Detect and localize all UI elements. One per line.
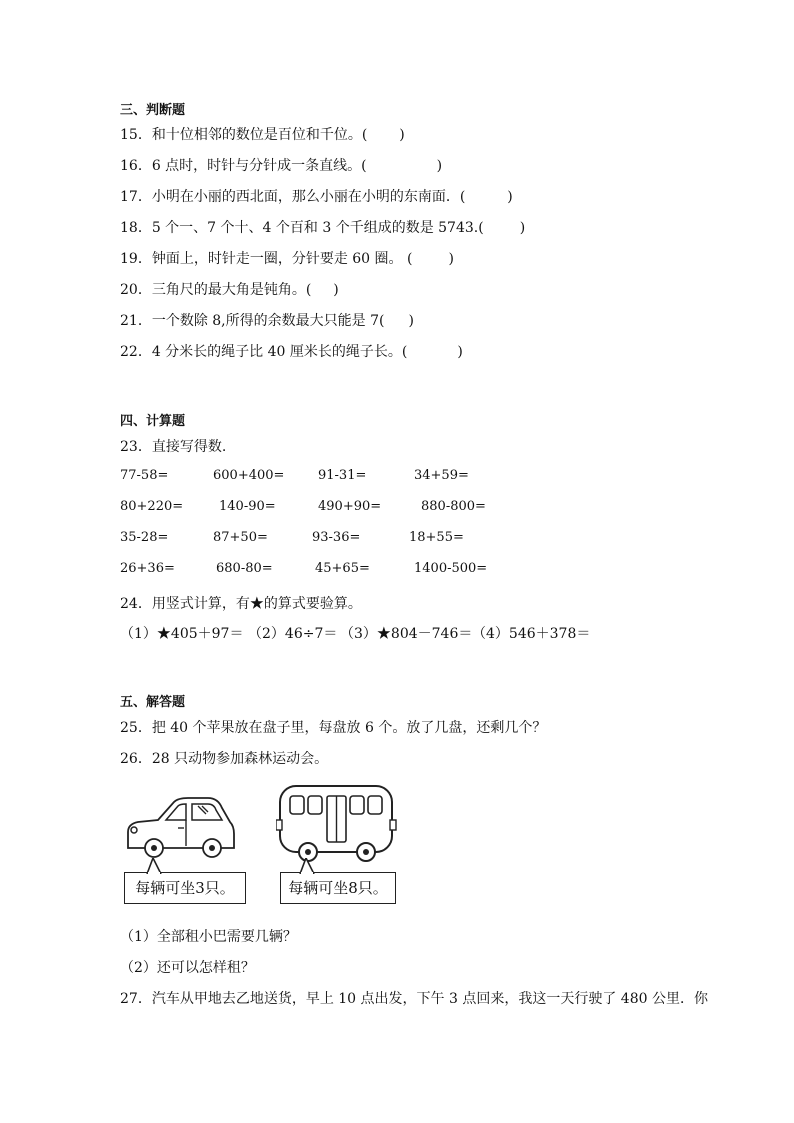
calc-cell: 91-31= [318, 468, 367, 483]
car-illustration [122, 790, 240, 870]
calc-cell: 880-800= [421, 499, 486, 514]
answer-bracket-close: ) [507, 189, 513, 205]
calc-cell: 600+400= [213, 468, 285, 483]
section-heading-solve: 五、解答题 [120, 695, 186, 710]
bus-capacity-bubble: 每辆可坐8只。 [280, 872, 396, 904]
q24-item-4: （4）546＋378＝ [472, 626, 591, 642]
q24-item-2: （2）46÷7＝ [248, 626, 338, 642]
answer-bracket-close: ) [519, 220, 526, 236]
question-16 [120, 155, 442, 175]
calc-cell: 18+55= [409, 530, 464, 545]
calc-cell: 87+50= [213, 530, 268, 545]
answer-bracket-close: ) [436, 158, 443, 174]
question-20 [120, 279, 339, 299]
q24-item-1: （1）★405＋97＝ [120, 626, 244, 642]
calc-cell: 80+220= [120, 499, 184, 514]
answer-bracket-close: ) [399, 127, 405, 143]
section-heading-judge: 三、判断题 [120, 103, 186, 118]
calc-cell: 26+36= [120, 561, 175, 576]
calc-cell: 45+65= [315, 561, 370, 576]
answer-bracket-close: ) [408, 313, 414, 329]
question-27: 27．汽车从甲地去乙地送货，早上 10 点出发，下午 3 点回来，我这一天行驶了 480 公里．你 [120, 991, 708, 1007]
answer-bracket-close: ) [448, 251, 454, 267]
question-24: 24．用竖式计算，有★的算式要验算。 [120, 596, 362, 612]
question-15 [120, 124, 405, 144]
car-capacity-bubble: 每辆可坐3只。 [124, 872, 246, 904]
answer-bracket-close: ) [457, 344, 463, 360]
bus-bubble-tail [298, 858, 318, 874]
q24-item-3: （3）★804－746＝ [340, 626, 473, 642]
bus-illustration [276, 780, 398, 868]
question-26: 26．28 只动物参加森林运动会。 [120, 751, 329, 767]
question-text: 16．6 点时，时针与分针成一条直线。( [120, 158, 367, 174]
calc-cell: 490+90= [318, 499, 382, 514]
question-text: 21．一个数除 8,所得的余数最大只能是 7( [120, 313, 385, 329]
question-text: 20．三角尺的最大角是钝角。( [120, 282, 312, 298]
question-text: 17．小明在小丽的西北面，那么小丽在小明的东南面．( [120, 189, 466, 205]
question-19 [120, 248, 454, 268]
question-25: 25．把 40 个苹果放在盘子里，每盘放 6 个。放了几盘，还剩几个？ [120, 720, 547, 736]
question-17 [120, 186, 513, 206]
question-18 [120, 217, 525, 237]
question-text: 22．4 分米长的绳子比 40 厘米长的绳子长。( [120, 344, 408, 360]
question-26-part-2: （2）还可以怎样租？ [120, 960, 255, 976]
question-22 [120, 341, 463, 361]
section-heading-calc: 四、计算题 [120, 414, 186, 429]
question-26-part-1: （1）全部租小巴需要几辆？ [120, 929, 297, 945]
question-text: 18．5 个一、7 个十、4 个百和 3 个千组成的数是 5743.( [120, 220, 484, 236]
calc-cell: 93-36= [312, 530, 361, 545]
answer-bracket-close: ) [333, 282, 339, 298]
calc-cell: 77-58= [120, 468, 169, 483]
calc-cell: 34+59= [414, 468, 469, 483]
question-23: 23．直接写得数. [120, 439, 227, 455]
question-text: 19．钟面上，时针走一圈，分针要走 60 圈。 ( [120, 251, 413, 267]
car-bubble-tail [145, 858, 165, 874]
question-text: 15．和十位相邻的数位是百位和千位。( [120, 127, 368, 143]
calc-cell: 680-80= [216, 561, 273, 576]
question-21 [120, 310, 414, 330]
calc-cell: 140-90= [219, 499, 276, 514]
calc-cell: 1400-500= [414, 561, 488, 576]
calc-cell: 35-28= [120, 530, 169, 545]
